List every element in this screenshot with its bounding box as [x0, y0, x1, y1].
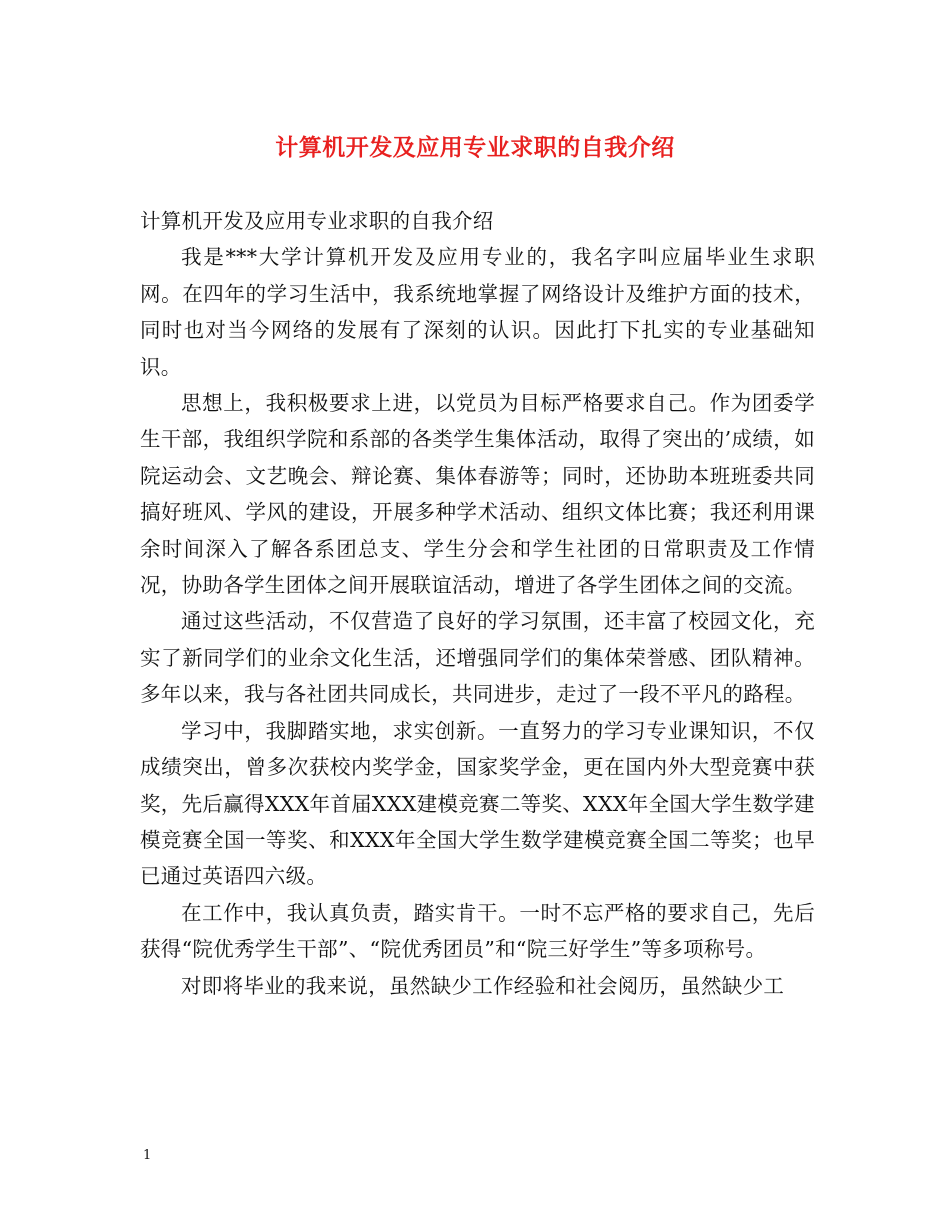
paragraph-5: 在工作中，我认真负责，踏实肯干。一时不忘严格的要求自己，先后获得“院优秀学生干部”、“院优秀团员”和“院三好学生”等多项称号。 — [140, 900, 815, 962]
paragraph-2: 思想上，我积极要求上进，以党员为目标严格要求自己。作为团委学生干部，我组织学院和系部的各类学生集体活动，取得了突出的’成绩，如院运动会、文艺晚会、辩论赛、集体春游等；同时，还协助本班班委共同搞好班风、学风的建设，开展多种学术活动、组织文体比赛；我还利用课余时间深入了解各系团总支、学生分会和学生社团的日常职责及工作情况，协助各学生团体之间开展联谊活动，增进了各学生团体之间的交流。 — [140, 391, 815, 598]
document-body — [140, 203, 815, 1004]
document-title: 计算机开发及应用专业求职的自我介绍 — [275, 134, 675, 161]
page-number: 1 — [143, 1148, 152, 1163]
paragraph-4: 学习中，我脚踏实地，求实创新。一直努力的学习专业课知识，不仅成绩突出，曾多次获校内奖学金，国家奖学金，更在国内外大型竞赛中获奖，先后赢得XXX年首届XXX建模竞赛二等奖、XXX年全国大学生数学建模竞赛全国一等奖、和XXX年全国大学生数学建模竞赛全国二等奖；也早已通过英语四六级。 — [140, 718, 815, 889]
paragraph-1: 我是***大学计算机开发及应用专业的，我名字叫应届毕业生求职网。在四年的学习生活中，我系统地掌握了网络设计及维护方面的技术，同时也对当今网络的发展有了深刻的认识。因此打下扎实的专业基础知识。 — [140, 245, 815, 379]
paragraph-6: 对即将毕业的我来说，虽然缺少工作经验和社会阅历，虽然缺少工 — [181, 973, 785, 998]
document-subtitle: 计算机开发及应用专业求职的自我介绍 — [140, 209, 494, 233]
paragraph-3: 通过这些活动，不仅营造了良好的学习氛围，还丰富了校园文化，充实了新同学们的业余文化生活，还增强同学们的集体荣誉感、团队精神。多年以来，我与各社团共同成长，共同进步，走过了一段不平凡的路程。 — [140, 609, 815, 707]
